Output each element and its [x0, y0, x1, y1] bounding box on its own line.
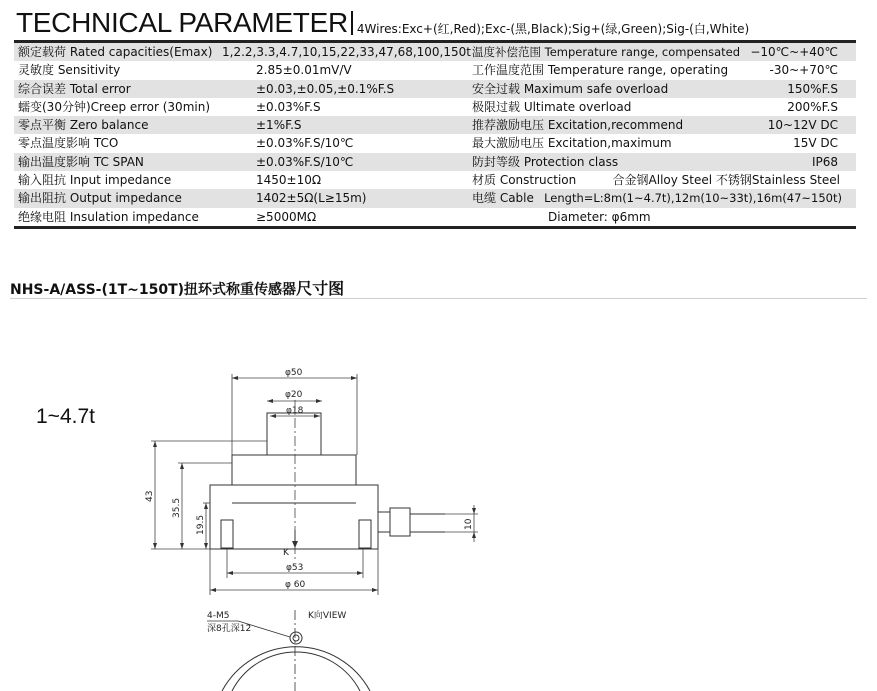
arrowhead	[204, 503, 208, 509]
arrowhead	[316, 399, 322, 403]
section-title-text: NHS-A/ASS-(1T~150T)扭环式称重传感器	[10, 282, 297, 298]
arrowhead	[232, 376, 238, 380]
dim-label: 43	[145, 490, 155, 502]
arrowhead	[472, 508, 476, 514]
dim-label: φ18	[286, 406, 304, 416]
param-value: 1,2.2,3.3,4.7,10,15,22,33,47,68,100,150t	[222, 45, 471, 59]
arrowhead	[204, 543, 208, 549]
param-value: 150%F.S	[787, 81, 838, 96]
param-value: ±1%F.S	[256, 118, 302, 133]
param-label: 输出阻抗 Output impedance	[18, 191, 182, 206]
param-value: 10~12V DC	[767, 118, 838, 133]
param-label: 灵敏度 Sensitivity	[18, 63, 121, 78]
right-stud	[359, 520, 371, 548]
param-label: 电缆 Cable	[472, 191, 534, 206]
view-outer-ring	[222, 647, 370, 691]
param-label: 额定载荷 Rated capacities(Emax)	[18, 45, 213, 59]
param-value: IP68	[811, 154, 838, 169]
param-label: 材质 Construction	[472, 173, 577, 188]
arrowhead	[372, 588, 378, 592]
param-value: ±0.03%F.S/10℃	[256, 154, 354, 169]
dim-label: φ53	[286, 563, 304, 573]
page-title: TECHNICAL PARAMETER	[16, 7, 348, 38]
param-label: 综合误差 Total error	[18, 81, 131, 96]
arrowhead	[227, 571, 233, 575]
param-label: 最大激励电压 Excitation,maximum	[472, 136, 672, 151]
arrowhead	[351, 376, 357, 380]
arrowhead	[153, 543, 157, 549]
param-label: 推荐激励电压 Excitation,recommend	[472, 118, 684, 133]
param-value: ±0.03%F.S/10℃	[256, 136, 354, 151]
arrowhead	[270, 414, 276, 418]
param-label: 绝缘电阻 Insulation impedance	[18, 209, 199, 224]
load-boss	[267, 413, 321, 455]
param-value: ±0.03%F.S	[256, 99, 321, 114]
dim-label: 10	[464, 518, 474, 530]
view-inner-ring	[232, 652, 360, 691]
mounting-hole-inner	[293, 635, 299, 641]
param-value: ±0.03,±0.05,±0.1%F.S	[256, 81, 395, 96]
param-value: 1402±5Ω(L≥15m)	[256, 191, 367, 206]
param-value: 合金钢Alloy Steel 不锈钢Stainless Steel	[612, 173, 840, 188]
left-stud	[221, 520, 233, 548]
thread-label: 4-M5	[207, 611, 230, 621]
param-label: 防封等级 Protection class	[472, 154, 619, 169]
param-label: 工作温度范围 Temperature range, operating	[472, 63, 729, 78]
param-label: 极限过载 Ultimate overload	[472, 99, 632, 114]
capacity-range-label: 1~4.7t	[36, 405, 95, 428]
arrowhead	[472, 532, 476, 538]
wire-legend: 4Wires:Exc+(红,Red);Exc-(黑,Black);Sig+(绿,Green);Sig-(白,White)	[356, 22, 750, 36]
cable-gland	[390, 508, 410, 536]
param-value: -30~+70℃	[769, 63, 838, 78]
arrowhead	[357, 571, 363, 575]
param-value: −10℃~+40℃	[750, 45, 838, 59]
view-label: K向VIEW	[308, 611, 347, 621]
param-value: 200%F.S	[787, 99, 838, 114]
arrowhead	[153, 441, 157, 447]
k-view-arrow	[292, 541, 298, 548]
mounting-hole	[290, 632, 302, 644]
cable-gland-nut	[378, 512, 390, 532]
upper-body	[232, 455, 356, 485]
dim-label: φ20	[285, 390, 303, 400]
dim-label: 19.5	[196, 514, 206, 535]
dim-label: φ50	[285, 368, 303, 378]
depth-label: 深8孔深12	[207, 624, 252, 634]
param-label: 零点平衡 Zero balance	[18, 118, 149, 133]
param-value: ≥5000MΩ	[256, 209, 317, 224]
arrowhead	[210, 588, 216, 592]
arrowhead	[267, 399, 273, 403]
param-value: 1450±10Ω	[256, 173, 322, 188]
param-label: 蠕变(30分钟)Creep error (30min)	[18, 99, 211, 114]
arrowhead	[180, 463, 184, 469]
dim-label: 35.5	[172, 497, 182, 518]
param-label: 输出温度影响 TC SPAN	[18, 154, 144, 169]
param-label: 温度补偿范围 Temperature range, compensated	[472, 45, 741, 59]
param-value: 15V DC	[793, 136, 838, 151]
dim-label: φ 60	[285, 580, 306, 590]
main-body	[210, 485, 378, 549]
arrowhead	[314, 414, 320, 418]
param-label: 输入阻抗 Input impedance	[18, 173, 172, 188]
arrowhead	[180, 543, 184, 549]
param-value: Length=L:8m(1~4.7t),12m(10~33t),16m(47~150t)	[544, 191, 842, 206]
param-value: 2.85±0.01mV/V	[256, 63, 352, 78]
section-title-suffix: 尺寸图	[296, 279, 345, 298]
param-value: Diameter: φ6mm	[548, 209, 651, 224]
param-label: 安全过载 Maximum safe overload	[472, 81, 669, 96]
param-label: 零点温度影响 TCO	[18, 136, 119, 151]
dim-label: K	[283, 548, 289, 558]
